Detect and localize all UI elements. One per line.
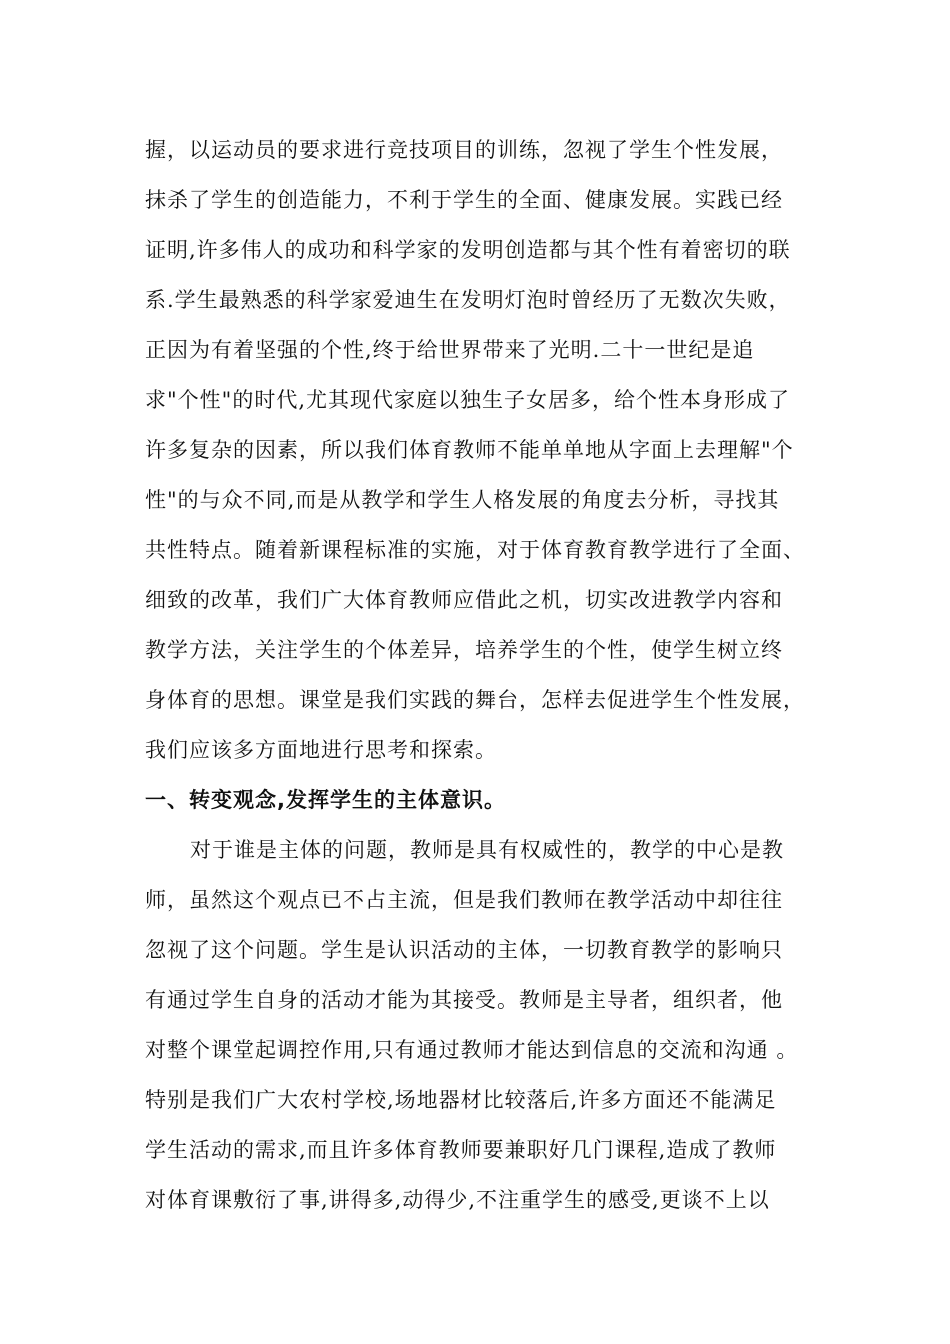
paragraph-1-line: 许多复杂的因素，所以我们体育教师不能单单地从字面上去理解"个 [145,438,794,462]
paragraph-2-line: 师，虽然这个观点已不占主流，但是我们教师在教学活动中却往往 [145,888,783,912]
paragraph-2-line: 对体育课敷衍了事,讲得多,动得少,不注重学生的感受,更谈不上以 [145,1188,770,1212]
paragraph-1-line: 共性特点。随着新课程标准的实施，对于体育教育教学进行了全面、 [145,538,805,562]
paragraph-1-line: 系.学生最熟悉的科学家爱迪生在发明灯泡时曾经历了无数次失败， [145,288,791,312]
paragraph-1-line: 抹杀了学生的创造能力，不利于学生的全面、健康发展。实践已经 [145,188,783,212]
paragraph-1-line: 性"的与众不同,而是从教学和学生人格发展的角度去分析，寻找其 [145,488,780,512]
paragraph-2-line: 学生活动的需求,而且许多体育教师要兼职好几门课程,造成了教师 [145,1138,777,1162]
section-heading: 一、转变观念,发挥学生的主体意识。 [145,788,506,812]
paragraph-1-line: 正因为有着坚强的个性,终于给世界带来了光明.二十一世纪是追 [145,338,755,362]
paragraph-1-line: 证明,许多伟人的成功和科学家的发明创造都与其个性有着密切的联 [145,238,791,262]
paragraph-2-line: 特别是我们广大农村学校,场地器材比较落后,许多方面还不能满足 [145,1088,777,1112]
paragraph-2-line: 有通过学生自身的活动才能为其接受。教师是主导者，组织者，他 [145,988,783,1012]
paragraph-1-line: 我们应该多方面地进行思考和探索。 [145,738,497,762]
paragraph-2-line: 对于谁是主体的问题，教师是具有权威性的，教学的中心是教 [190,838,784,862]
paragraph-1-line: 身体育的思想。课堂是我们实践的舞台，怎样去促进学生个性发展， [145,688,805,712]
paragraph-1-line: 教学方法，关注学生的个体差异，培养学生的个性，使学生树立终 [145,638,783,662]
paragraph-1-line: 握，以运动员的要求进行竞技项目的训练，忽视了学生个性发展， [145,138,783,162]
paragraph-2-line: 对整个课堂起调控作用,只有通过教师才能达到信息的交流和沟通 。 [145,1038,799,1062]
paragraph-1-line: 求"个性"的时代,尤其现代家庭以独生子女居多，给个性本身形成了 [145,388,790,412]
paragraph-2-line: 忽视了这个问题。学生是认识活动的主体，一切教育教学的影响只 [145,938,783,962]
paragraph-1-line: 细致的改革，我们广大体育教师应借此之机，切实改进教学内容和 [145,588,783,612]
